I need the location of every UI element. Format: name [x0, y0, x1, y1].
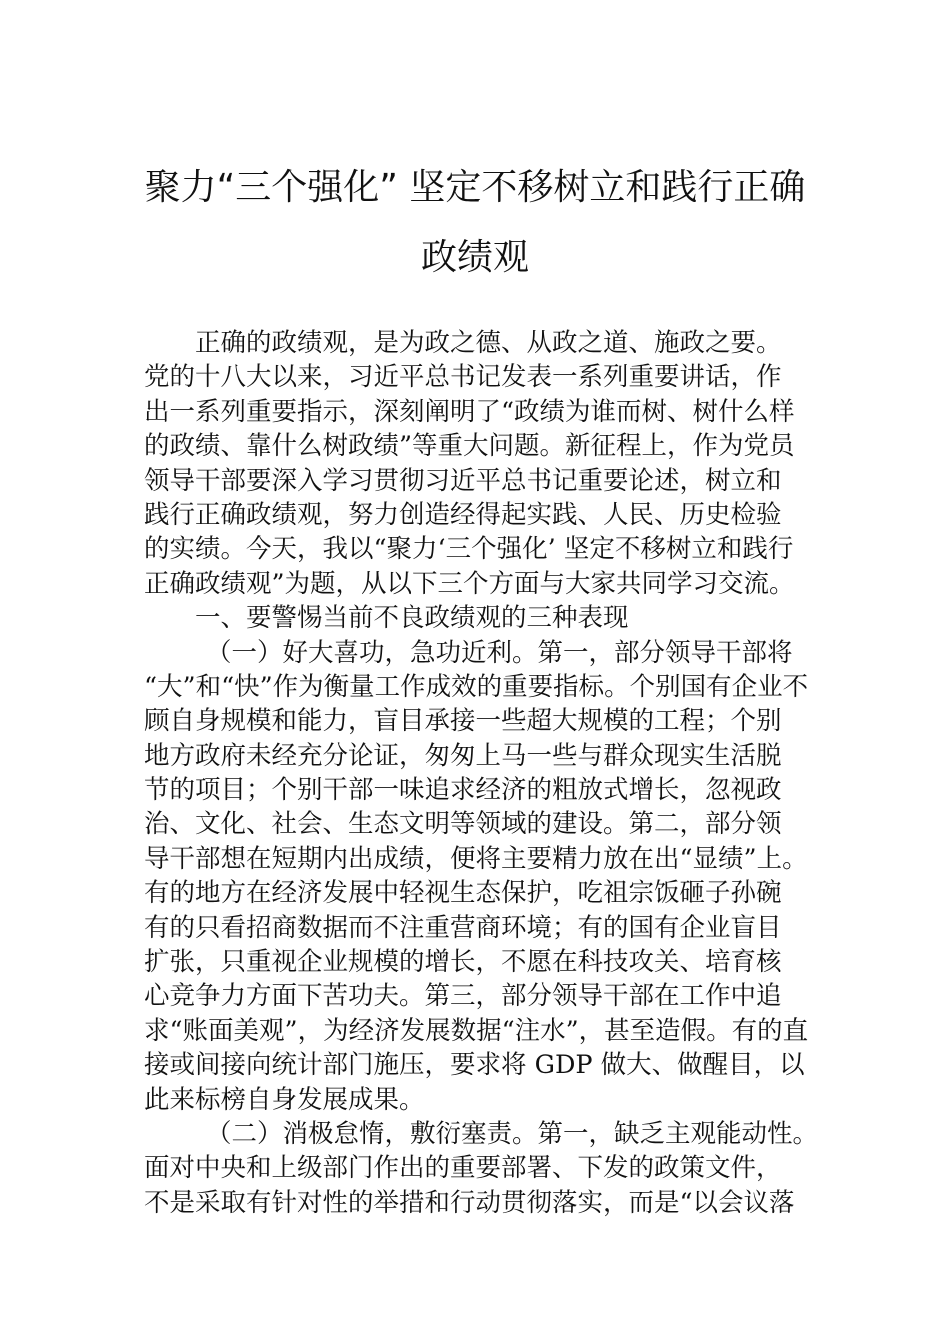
subsection-paragraph-line: 心竞争力方面下苦功夫。第三，部分领导干部在工作中追 — [144, 981, 782, 1012]
subsection-paragraph-line: 顾自身规模和能力，盲目承接一些超大规模的工程；个别 — [144, 706, 782, 737]
intro-paragraph-line: 党的十八大以来，习近平总书记发表一系列重要讲话，作 — [144, 362, 782, 393]
intro-paragraph-line: 正确的政绩观，是为政之德、从政之道、施政之要。 — [195, 328, 782, 358]
intro-paragraph-line: 出一系列重要指示，深刻阐明了“政绩为谁而树、树什么样 — [144, 396, 795, 427]
subsection-paragraph-line: “大”和“快”作为衡量工作成效的重要指标。个别国有企业不 — [144, 671, 809, 702]
document-body — [144, 326, 826, 1220]
intro-paragraph-line: 践行正确政绩观，努力创造经得起实践、人民、历史检验 — [144, 499, 782, 530]
subsection-paragraph-line: 治、文化、社会、生态文明等领域的建设。第二，部分领 — [144, 809, 782, 840]
subsection-paragraph-line: 此来标榜自身发展成果。 — [144, 1084, 425, 1115]
subsection-paragraph-line: （一）好大喜功，急功近利。第一，部分领导干部将 — [206, 637, 793, 668]
subsection-paragraph-line: 不是采取有针对性的举措和行动贯彻落实，而是“以会议落 — [144, 1187, 795, 1218]
intro-paragraph-line: 领导干部要深入学习贯彻习近平总书记重要论述，树立和 — [144, 465, 782, 496]
subsection-paragraph-line: 扩张，只重视企业规模的增长，不愿在科技攻关、培育核 — [144, 947, 782, 978]
subsection-paragraph-line: 面对中央和上级部门作出的重要部署、下发的政策文件， — [144, 1153, 782, 1184]
intro-paragraph-line: 的政绩、靠什么树政绩”等重大问题。新征程上，作为党员 — [144, 431, 795, 462]
document-title-line-1: 聚力“三个强化” 坚定不移树立和践行正确 — [144, 167, 806, 208]
document-title-line-2: 政绩观 — [420, 237, 529, 278]
section-heading-1: 一、要警惕当前不良政绩观的三种表现 — [195, 603, 629, 634]
subsection-paragraph-line: 地方政府未经充分论证，匆匆上马一些与群众现实生活脱 — [144, 740, 782, 771]
intro-paragraph-line: 的实绩。今天，我以“聚力‘三个强化’ 坚定不移树立和践行 — [144, 534, 794, 565]
subsection-paragraph-line: （二）消极怠惰，敷衍塞责。第一，缺乏主观能动性。 — [206, 1118, 819, 1149]
subsection-paragraph-line: 有的地方在经济发展中轻视生态保护，吃祖宗饭砸子孙碗 — [144, 878, 782, 909]
subsection-paragraph-line: 求“账面美观”，为经济发展数据“注水”，甚至造假。有的直 — [144, 1015, 809, 1046]
subsection-paragraph-line: 有的只看招商数据而不注重营商环境；有的国有企业盲目 — [144, 912, 782, 943]
subsection-paragraph-line: 导干部想在短期内出成绩，便将主要精力放在出“显绩”上。 — [144, 843, 808, 874]
intro-paragraph-line: 正确政绩观”为题，从以下三个方面与大家共同学习交流。 — [144, 568, 795, 599]
subsection-paragraph-line: 节的项目；个别干部一味追求经济的粗放式增长，忽视政 — [144, 775, 782, 806]
subsection-paragraph-line: 接或间接向统计部门施压，要求将 GDP 做大、做醒目，以 — [144, 1050, 805, 1081]
